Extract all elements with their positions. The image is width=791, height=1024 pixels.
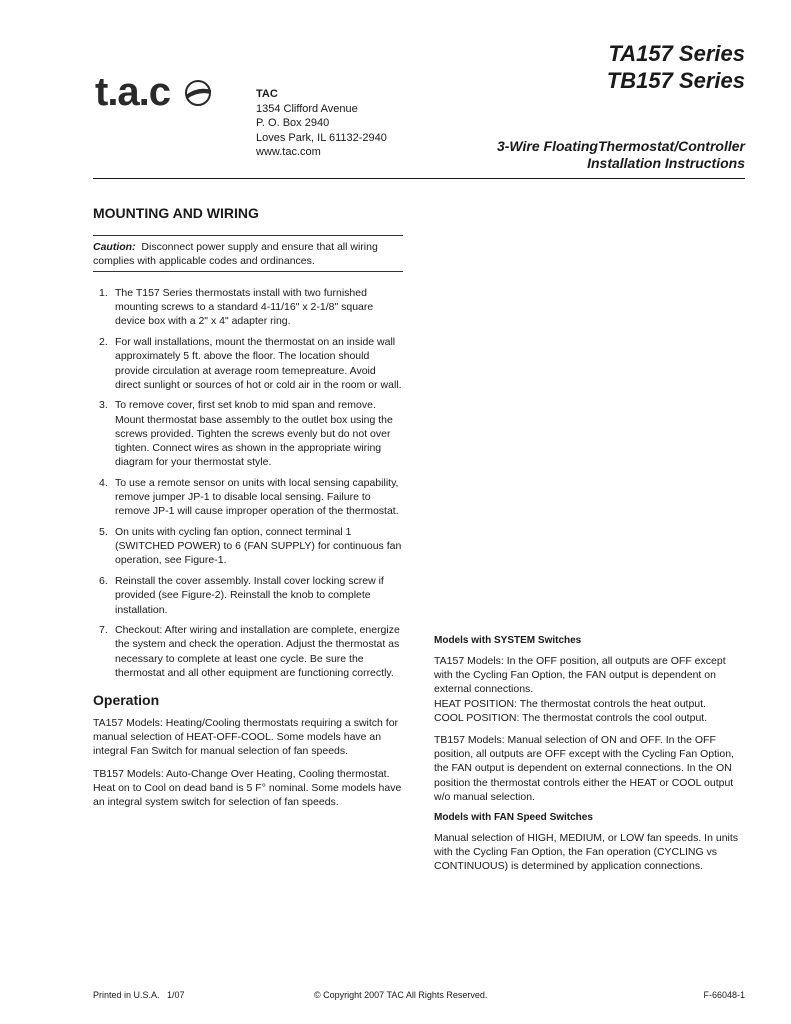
mounting-title: MOUNTING AND WIRING: [93, 205, 259, 221]
address-line: Loves Park, IL 61132-2940: [256, 131, 387, 144]
step-number: 1.: [99, 287, 108, 299]
left-column: [93, 205, 403, 817]
subtitle-line: Installation Instructions: [587, 155, 745, 171]
address-line: 1354 Clifford Avenue: [256, 102, 358, 115]
step-text: Checkout: After wiring and installation are complete, energize the system and check the operation. Adjust the thermostat as necessary to complete at least one cycle. Be sure the thermostat and all other equipment are functioning correctly.: [115, 624, 400, 679]
step-text: Reinstall the cover assembly. Install cover locking screw if provided (see Figure-2). Reinstall the knob to complete installation.: [115, 575, 384, 616]
heat-position-text: HEAT POSITION: The thermostat controls the heat output.: [434, 697, 706, 710]
operation-paragraph: TB157 Models: Auto-Change Over Heating, Cooling thermostat. Heat on to Cool on dead band is 5 F° nominal. Some models have an integral system switch for selection of fan speeds.: [93, 767, 402, 809]
system-switches-title: Models with SYSTEM Switches: [434, 635, 582, 646]
step-number: 3.: [99, 399, 108, 412]
system-switches-text: [434, 654, 746, 725]
step-number: 7.: [99, 624, 108, 637]
step-text: To use a remote sensor on units with local sensing capability, remove jumper JP-1 to disable local sensing. Failure to remove JP-1 will cause improper operation of the thermostat.: [115, 476, 399, 518]
fan-switches-title: Models with FAN Speed Switches: [434, 812, 593, 824]
list-item: [93, 398, 403, 469]
step-text: To remove cover, first set knob to mid span and remove. Mount thermostat base assembly to the outlet box using the screws provided. Tighten the screws evenly but do not over tighten. Connect wires as shown in the appropriate wiring diagram for your thermostat style.: [115, 399, 393, 469]
footer-printed: Printed in U.S.A. 1/07: [93, 990, 185, 1000]
caution-text: Disconnect power supply and ensure that all wiring complies with applicable codes and ordinances.: [93, 241, 378, 267]
list-item: [93, 623, 403, 680]
header-divider: [93, 178, 745, 179]
subtitle-line: 3-Wire FloatingThermostat/Controller: [496, 138, 745, 154]
logo-swoosh-icon: [183, 78, 213, 108]
ta157-system-text: TA157 Models: In the OFF position, all outputs are OFF except with the Cycling Fan Option, the FAN output is dependent on external connections.: [434, 655, 726, 696]
step-text: The T157 Series thermostats install with two furnished mounting screws to a standard 4-11/16" x 2-1/8" square device box with a 2" x 4" adapter ring.: [115, 287, 374, 328]
document-subtitle: [497, 138, 745, 172]
logo-text: t.a.c: [95, 70, 171, 114]
fan-switches-text: Manual selection of HIGH, MEDIUM, or LOW fan speeds. In units with the Cycling Fan Option, the Fan operation (CYCLING vs CONTINUOUS) is determined by application connections.: [434, 832, 739, 873]
series-ta157: TA157 Series: [608, 41, 745, 66]
step-number: 5.: [99, 526, 108, 539]
step-number: 2.: [99, 336, 108, 349]
company-address: [256, 87, 387, 160]
right-column: [434, 635, 746, 882]
list-item: [93, 525, 403, 568]
operation-title: Operation: [93, 692, 160, 709]
list-item: [93, 335, 403, 392]
installation-steps: [93, 286, 403, 680]
company-name: TAC: [256, 88, 278, 100]
list-item: [93, 476, 403, 519]
step-text: For wall installations, mount the thermostat on an inside wall approximately 5 ft. above the floor. The location should provide circulation at average room temepreature. Avoid direct sunlight or sources of hot or cold air in the room or wall.: [115, 336, 402, 391]
footer-doc-number: F-66048-1: [703, 990, 745, 1000]
cool-position-text: COOL POSITION: The thermostat controls the cool output.: [434, 711, 708, 724]
address-line: P. O. Box 2940: [256, 117, 330, 129]
tb157-system-text: TB157 Models: Manual selection of ON and OFF. In the OFF position, all outputs are OFF except with the Cycling Fan Option, the FAN output is dependent on external connections. In the ON position the thermostat controls either the HEAT or COOL output w/o manual selection.: [434, 734, 734, 803]
list-item: [93, 574, 403, 617]
list-item: [93, 286, 403, 329]
tac-logo: [95, 72, 215, 118]
operation-paragraph: TA157 Models: Heating/Cooling thermostats requiring a switch for manual selection of HEAT-OFF-COOL. Some models have an integral Fan Switch for manual selection of fan speeds.: [93, 717, 399, 758]
step-number: 4.: [99, 476, 108, 489]
series-title: [607, 40, 745, 94]
caution-box: [93, 235, 403, 272]
footer-copyright: © Copyright 2007 TAC All Rights Reserved.: [314, 990, 488, 1000]
caution-label: Caution:: [93, 241, 136, 253]
series-tb157: TB157 Series: [606, 68, 745, 93]
website[interactable]: www.tac.com: [256, 146, 321, 158]
step-number: 6.: [99, 575, 108, 588]
step-text: On units with cycling fan option, connect terminal 1 (SWITCHED POWER) to 6 (FAN SUPPLY) for continuous fan operation, see Figure-1.: [115, 526, 402, 567]
